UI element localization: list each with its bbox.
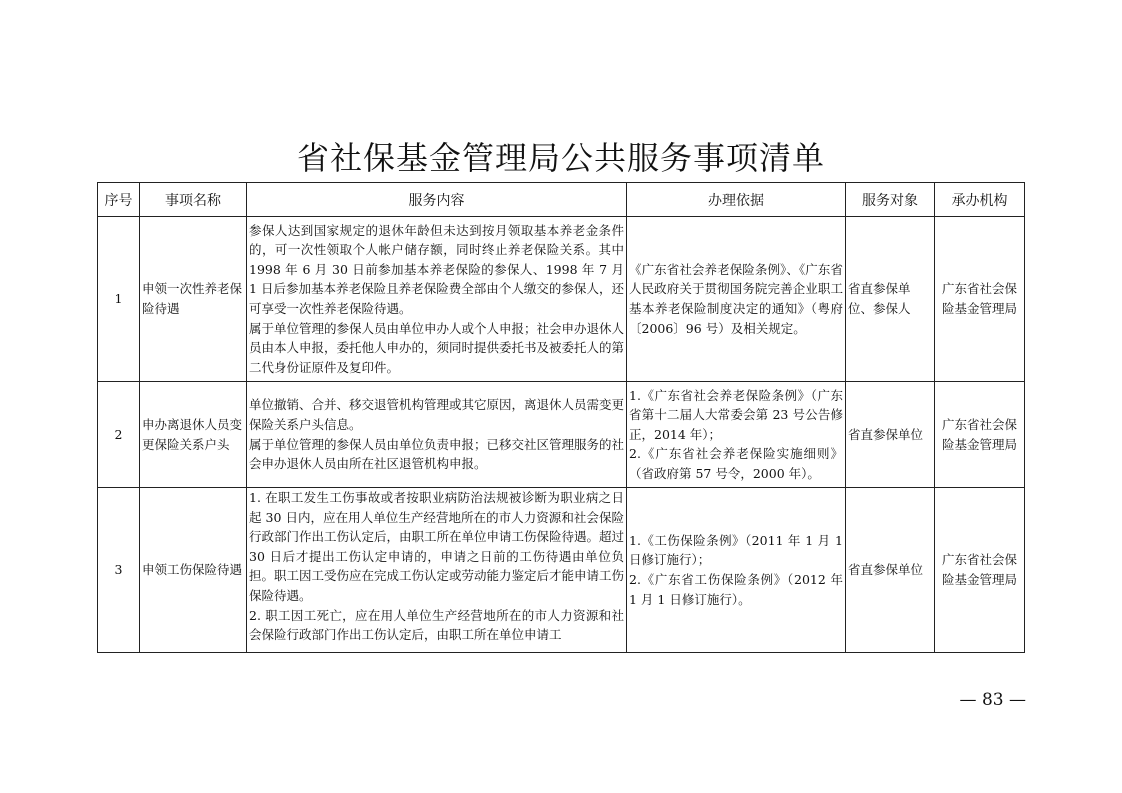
handling-org: 广东省社会保险基金管理局 [935,488,1025,653]
document-title: 省社保基金管理局公共服务事项清单 [296,139,825,177]
service-content [247,217,627,382]
content-paragraph: 属于单位管理的参保人员由单位负责申报；已移交社区管理服务的社会申办退休人员由所在社区退管机构申报。 [249,436,625,472]
legal-basis [627,488,846,653]
basis-paragraph: 2.《广东省工伤保险条例》（2012 年 1 月 1 日修订施行）。 [629,572,843,607]
content-paragraph: 参保人达到国家规定的退休年龄但未达到按月领取基本养老金条件的，可一次性领取个人帐户储存额，同时终止养老保险关系。其中 1998 年 6 月 30 日前参加基本养老保险的参保人、1998 年 7 月 1 日后参加基本养老保险且养老保险费全部由个人缴交的参保人，还可享受一次性养老保险待遇。 [249,222,624,316]
content-paragraph: 单位撤销、合并、移交退管机构管理或其它原因，离退休人员需变更保险关系户头信息。 [249,397,625,432]
basis-paragraph: 1.《广东省社会养老保险条例》（广东省第十二届人大常委会第 23 号公告修正，2014 年）； [629,387,843,442]
item-name: 申办离退休人员变更保险关系户头 [140,382,247,488]
table-header-row [98,183,1025,217]
header-name: 事项名称 [140,183,247,217]
table-row [98,217,1025,382]
table-row [98,488,1025,653]
header-org: 承办机构 [935,183,1025,217]
service-content [247,382,627,488]
handling-org: 广东省社会保险基金管理局 [935,382,1025,488]
basis-paragraph: 1.《工伤保险条例》（2011 年 1 月 1 日修订施行）； [629,532,843,568]
item-name: 申领工伤保险待遇 [140,488,247,653]
table-row [98,382,1025,488]
basis-paragraph: 2.《广东省社会养老保险实施细则》（省政府第 57 号令，2000 年）。 [629,446,843,481]
header-basis: 办理依据 [627,183,846,217]
row-number: 1 [98,217,140,382]
row-number: 2 [98,382,140,488]
basis-paragraph: 《广东省社会养老保险条例》、《广东省人民政府关于贯彻国务院完善企业职工基本养老保险制度决定的通知》（粤府〔2006〕96 号）及相关规定。 [629,261,843,336]
header-num: 序号 [98,183,140,217]
content-paragraph: 1. 在职工发生工伤事故或者按职业病防治法规被诊断为职业病之日起 30 日内，应在用人单位生产经营地所在的市人力资源和社会保险行政部门作出工伤认定后，由职工所在单位申请工伤保险待遇。超过 30 日后才提出工伤认定申请的，申请之日前的工伤待遇由单位负担。职工因工受伤应在完成工伤认定或劳动能力鉴定后才能申请工伤保险待遇。 [249,490,624,603]
legal-basis [627,382,846,488]
service-content [247,488,627,653]
handling-org: 广东省社会保险基金管理局 [935,217,1025,382]
service-target: 省直参保单位 [846,382,935,488]
header-content: 服务内容 [247,183,627,217]
item-name: 申领一次性养老保险待遇 [140,217,247,382]
header-target: 服务对象 [846,183,935,217]
service-target: 省直参保单位 [846,488,935,653]
page-number: — 83 — [959,690,1026,710]
content-paragraph: 2. 职工因工死亡，应在用人单位生产经营地所在的市人力资源和社会保险行政部门作出工伤认定后，由职工所在单位申请工 [249,607,624,643]
row-number: 3 [98,488,140,653]
service-target: 省直参保单位、参保人 [846,217,935,382]
legal-basis [627,217,846,382]
service-items-table [97,182,1025,653]
content-paragraph: 属于单位管理的参保人员由单位申办人或个人申报；社会申办退休人员由本人申报，委托他人申办的，须同时提供委托书及被委托人的第二代身份证原件及复印件。 [249,320,625,375]
